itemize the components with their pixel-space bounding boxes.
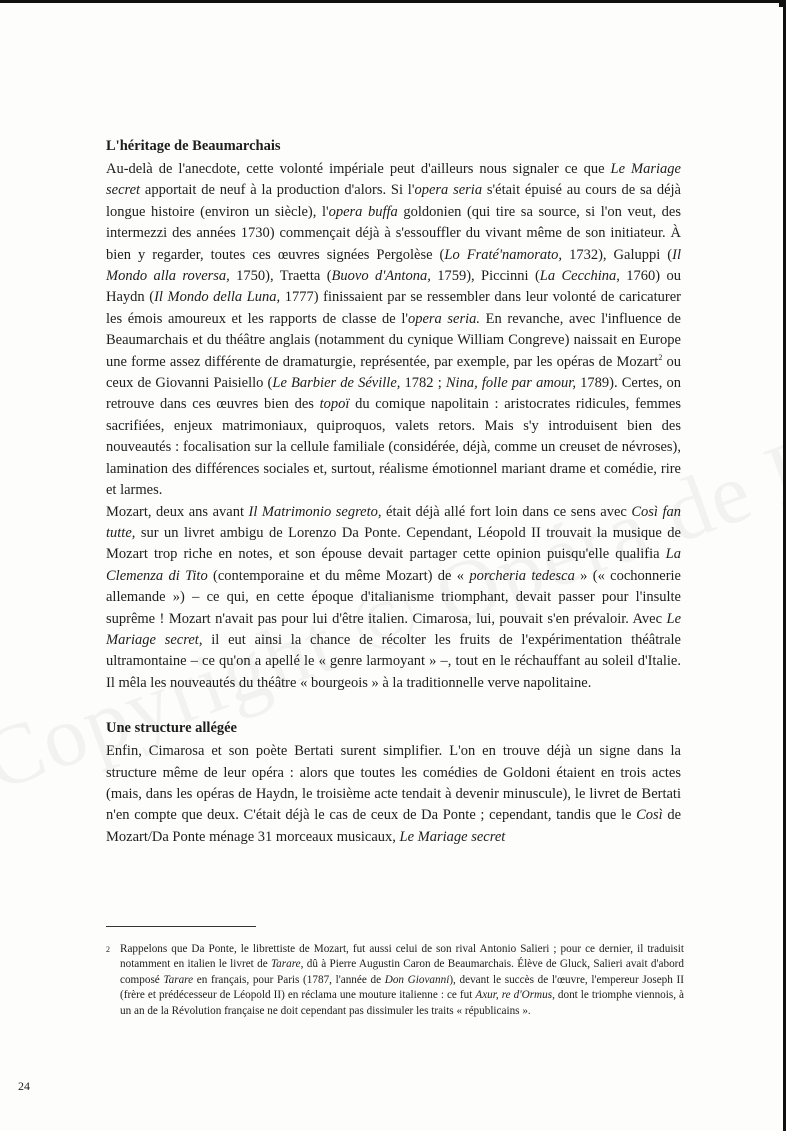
italic-title: Nina, folle par amour, xyxy=(445,375,576,392)
text-run: Rappelons que Da Ponte, le librettiste de Mozart, fut aussi celui de son rival Antonio Salieri ; pour ce dernier, il traduisit notamment en italien le livret de xyxy=(120,943,684,971)
italic-term: topoï xyxy=(319,396,350,413)
italic-term: opera seria. xyxy=(407,310,481,327)
text-run: 1750), Traetta ( xyxy=(229,268,332,285)
text-run: (contemporaine et du même Mozart) de « xyxy=(207,567,470,584)
footnote xyxy=(106,942,684,1019)
footnote-reference[interactable]: 2 xyxy=(658,352,663,362)
footnote-mark: 2 xyxy=(106,945,110,954)
italic-title: Le Mariage secret xyxy=(399,828,506,845)
italic-title: Le Mariage secret, xyxy=(106,610,681,648)
text-run: ), devant le succès de l'œuvre, l'empereur Joseph II (frère et prédécesseur de Léopold II) en réclama une mouture italienne : ce fut xyxy=(120,973,684,1002)
paragraph-structure-1 xyxy=(106,741,681,848)
italic-title: Le Mariage secret xyxy=(106,161,681,199)
section-heading-structure: Une structure allégée xyxy=(106,720,237,737)
main-text xyxy=(106,136,681,848)
italic-title: Così fan tutte, xyxy=(106,503,681,541)
text-run: En revanche, avec l'influence de Beaumarchais et du théâtre anglais (notamment du cynique William Congreve) naissait en Europe une forme assez différente de dramaturgie, représentée, par exemple, par les opéras de Mozart xyxy=(106,310,681,370)
text-run: de Mozart/Da Ponte ménage 31 morceaux musicaux, xyxy=(106,807,682,845)
page-number: 24 xyxy=(18,1079,30,1093)
italic-title: Così xyxy=(636,807,663,824)
text-run: sur un livret ambigu de Lorenzo Da Ponte. Cependant, Léopold II trouvait la musique de Mozart trop riche en notes, et son épouse devait partager cette opinion puisqu'elle qualifia xyxy=(106,524,681,563)
text-run: du comique napolitain : aristocrates ridicules, femmes sacrifiées, enjeux matrimoniaux, quiproquos, valets retors. Mais s'y introduisent bien des nouveautés : focalisation sur la cellule familiale (considérée, déjà, comme un creuset de névroses), lamination des différences sociales et, surtout, réalisme émotionnel mariant drame et comédie, rire et larmes. xyxy=(106,396,682,499)
text-run: était déjà allé fort loin dans ce sens avec xyxy=(381,503,632,520)
page-corner-mark xyxy=(779,3,783,7)
italic-title: Il Mondo della Luna, xyxy=(154,289,281,306)
text-run: Mozart, deux ans avant xyxy=(106,503,249,520)
paragraph-heritage-2 xyxy=(106,502,681,695)
text-run: 1777) finissaient par se ressembler dans leur volonté de caricaturer les émois amoureux et les rapports de classe de l' xyxy=(106,289,681,327)
text-run: dont le triomphe viennois, à un an de la Révolution française ne doit cependant pas dissimuler les traits « républicains ». xyxy=(120,989,685,1017)
text-run: goldonien (qui tire sa source, si l'on veut, des intermezzi des années 1730) commençait déjà à s'essouffler du vivant même de son initiateur. À bien y regarder, toutes ces œuvres signées Pergolèse ( xyxy=(106,203,681,263)
italic-title: La Cecchina, xyxy=(539,268,620,285)
text-run: s'était épuisé au cours de sa déjà longue histoire (environ un siècle), l' xyxy=(106,182,681,220)
italic-quote: porcheria tedesca xyxy=(469,567,575,584)
italic-title: Le Barbier de Séville, xyxy=(272,375,401,392)
text-run: 1759), Piccinni ( xyxy=(430,268,540,285)
text-run: dû à Pierre Augustin Caron de Beaumarchais. Élève de Gluck, Salieri avait d'abord composé xyxy=(120,958,684,986)
text-run: 1789). Certes, on retrouve dans ces œuvres bien des xyxy=(106,375,682,413)
italic-title: Tarare, xyxy=(270,958,304,971)
italic-term: opera buffa xyxy=(328,203,398,220)
text-run: en français, pour Paris (1787, l'année de xyxy=(193,973,385,986)
italic-title: Il Mondo alla roversa, xyxy=(106,246,681,285)
text-run: Enfin, Cimarosa et son poète Bertati surent simplifier. L'on en trouve déjà un signe dans la structure même de leur opéra : alors que toutes les comédies de Goldoni étaient en trois actes (mais, dans les opéras de Haydn, le troisième acte tendait à devenir minuscule), le livret de Bertati n'en compte que deux. C'était déjà le cas de ceux de Da Ponte ; cependant, tandis que le xyxy=(106,743,681,824)
italic-term: opera seria xyxy=(414,182,483,199)
text-run: apportait de neuf à la production d'alors. Si l' xyxy=(140,182,415,199)
italic-title: Don Giovanni xyxy=(384,973,450,986)
text-run: Au-delà de l'anecdote, cette volonté impériale peut d'ailleurs nous signaler ce que xyxy=(106,161,611,177)
text-run: 1782 ; xyxy=(400,375,446,392)
italic-title: Il Matrimonio segreto, xyxy=(248,503,382,520)
page-top-border xyxy=(0,0,786,3)
italic-title: Buovo d'Antona, xyxy=(331,268,431,285)
text-run: ou ceux de Giovanni Paisiello ( xyxy=(106,353,682,392)
footnote-divider xyxy=(106,926,256,927)
text-run: 1760) ou Haydn ( xyxy=(106,268,681,306)
italic-title: La Clemenza di Tito xyxy=(106,546,681,584)
paragraph-heritage-1 xyxy=(106,159,681,502)
footnote-text xyxy=(120,942,684,1019)
section-heading-heritage: L'héritage de Beaumarchais xyxy=(106,138,281,154)
text-run: il eut ainsi la chance de récolter les fruits de l'expérimentation théâtrale ultramontaine – ce qu'on a apellé le « genre larmoyant » –, tout en le réchauffant au soleil d'Italie. Il mêla les nouveautés du théâtre « bourgeois » à la traditionnelle verve napolitaine. xyxy=(106,631,681,691)
italic-title: Axur, re d'Ormus, xyxy=(475,989,555,1002)
italic-title: Lo Fraté'namorato, xyxy=(444,246,563,263)
text-run: » (« cochonnerie allemande ») – ce qui, en cette époque d'italianisme triomphant, devait passer pour l'insulte suprême ! Mozart n'avait pas pour lui d'être italien. Cimarosa, lui, pouvait s'en prévaloir. Avec xyxy=(106,567,681,627)
italic-title: Tarare xyxy=(163,973,194,986)
text-run: 1732), Galuppi ( xyxy=(562,246,673,263)
